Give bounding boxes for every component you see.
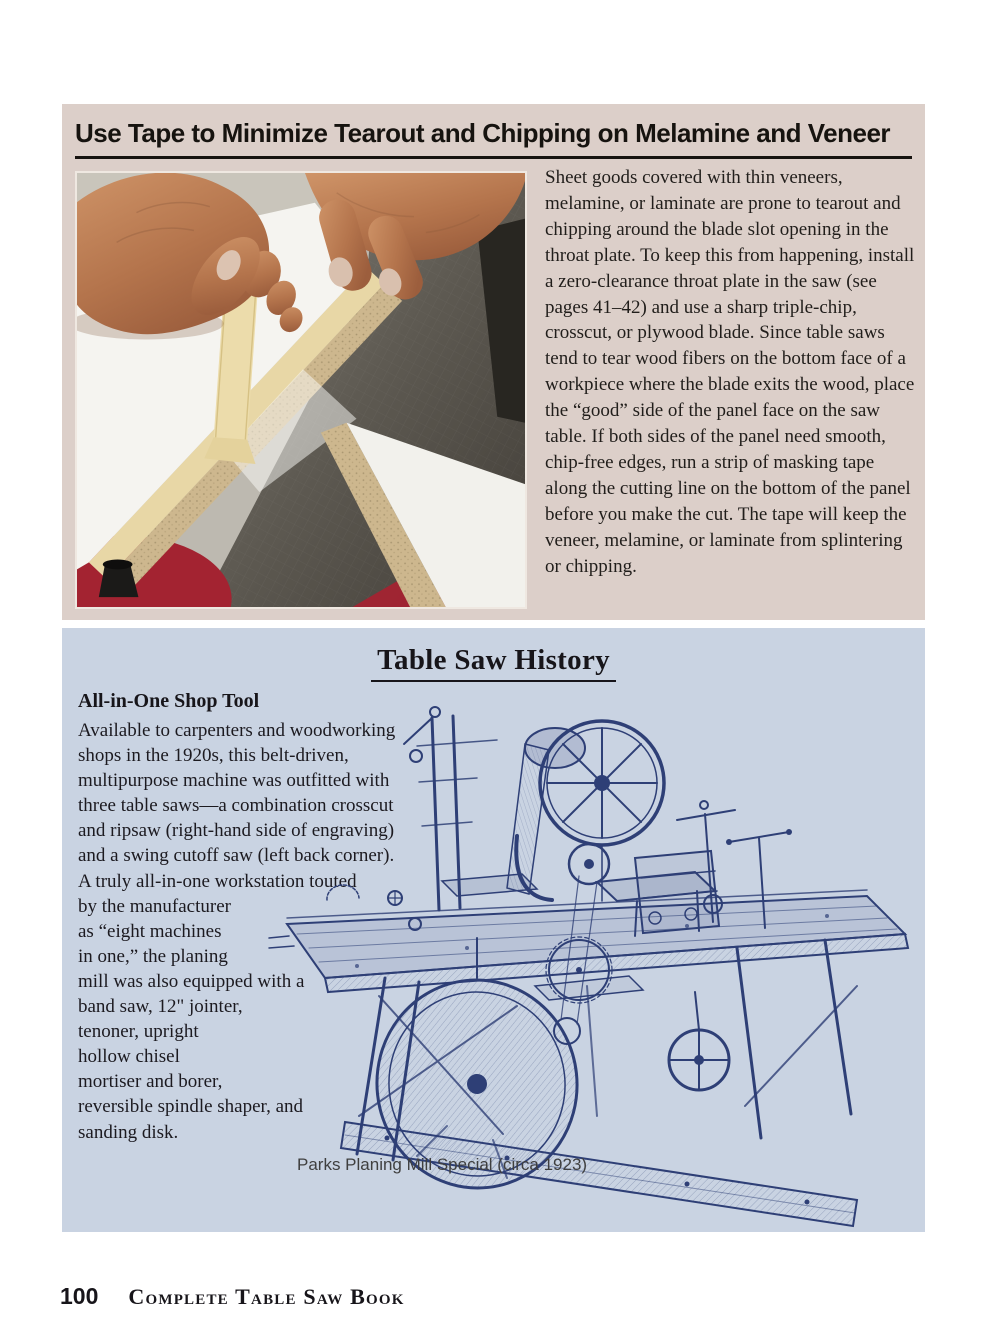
text-line: and ripsaw (right-hand side of engraving) — [78, 820, 395, 842]
text-line: reversible spindle shaper, and — [78, 1096, 304, 1118]
tip-title: Use Tape to Minimize Tearout and Chipping on Melamine and Veneer — [75, 118, 891, 148]
text-line: multipurpose machine was outfitted with — [78, 770, 390, 792]
text-line: mortiser and borer, — [78, 1071, 223, 1093]
page-footer — [60, 1283, 405, 1310]
handwheel — [669, 992, 729, 1090]
history-panel — [62, 628, 925, 1232]
tip-title-underline — [75, 156, 912, 159]
book-title: Complete Table Saw Book — [128, 1284, 405, 1309]
history-title: Table Saw History — [371, 644, 616, 682]
text-line: Available to carpenters and woodworking — [78, 720, 396, 741]
text-line: and a swing cutoff saw (left back corner). — [78, 845, 395, 867]
page-number: 100 — [60, 1283, 99, 1309]
text-line: shops in the 1920s, this belt-driven, — [78, 745, 349, 767]
tape-photo — [75, 171, 527, 609]
text-line: as “eight machines — [78, 920, 222, 942]
text-line: in one,” the planing — [78, 945, 228, 967]
planing-mill-engraving — [267, 686, 912, 1228]
tip-body-text: Sheet goods covered with thin veneers, melamine, or laminate are prone to tearout and chipping around the blade slot opening in the throat plate. To keep this from happening, install a zero-clearance throat plate in the saw (see pages 41–42) and use a sharp triple-chip, crosscut, or plywood blade. Since table saws tend to tear wood fibers on the bottom face of a workpiece where the blade exits the wood, place the “good” side of the panel face on the saw table. If both sides of the panel need smooth, chip-free edges, run a strip of masking tape along the cutting line on the bottom of the panel before you make the cut. The tape will keep the veneer, melamine, or laminate from splintering or chipping. — [545, 167, 915, 577]
text-line: hollow chisel — [78, 1046, 180, 1068]
text-line: tenoner, upright — [78, 1021, 199, 1043]
text-line: by the manufacturer — [78, 895, 231, 917]
text-line: mill was also equipped with a — [78, 970, 305, 992]
engraving-caption: Parks Planing Mill Special (circa 1923) — [297, 1155, 588, 1174]
text-line: band saw, 12" jointer, — [78, 996, 243, 1018]
text-line: three table saws—a combination crosscut — [78, 795, 394, 817]
text-line: sanding disk. — [78, 1121, 179, 1143]
tape-tip-panel — [62, 104, 925, 620]
history-heading: All-in-One Shop Tool — [78, 690, 260, 712]
text-line: A truly all-in-one workstation touted — [78, 870, 357, 892]
